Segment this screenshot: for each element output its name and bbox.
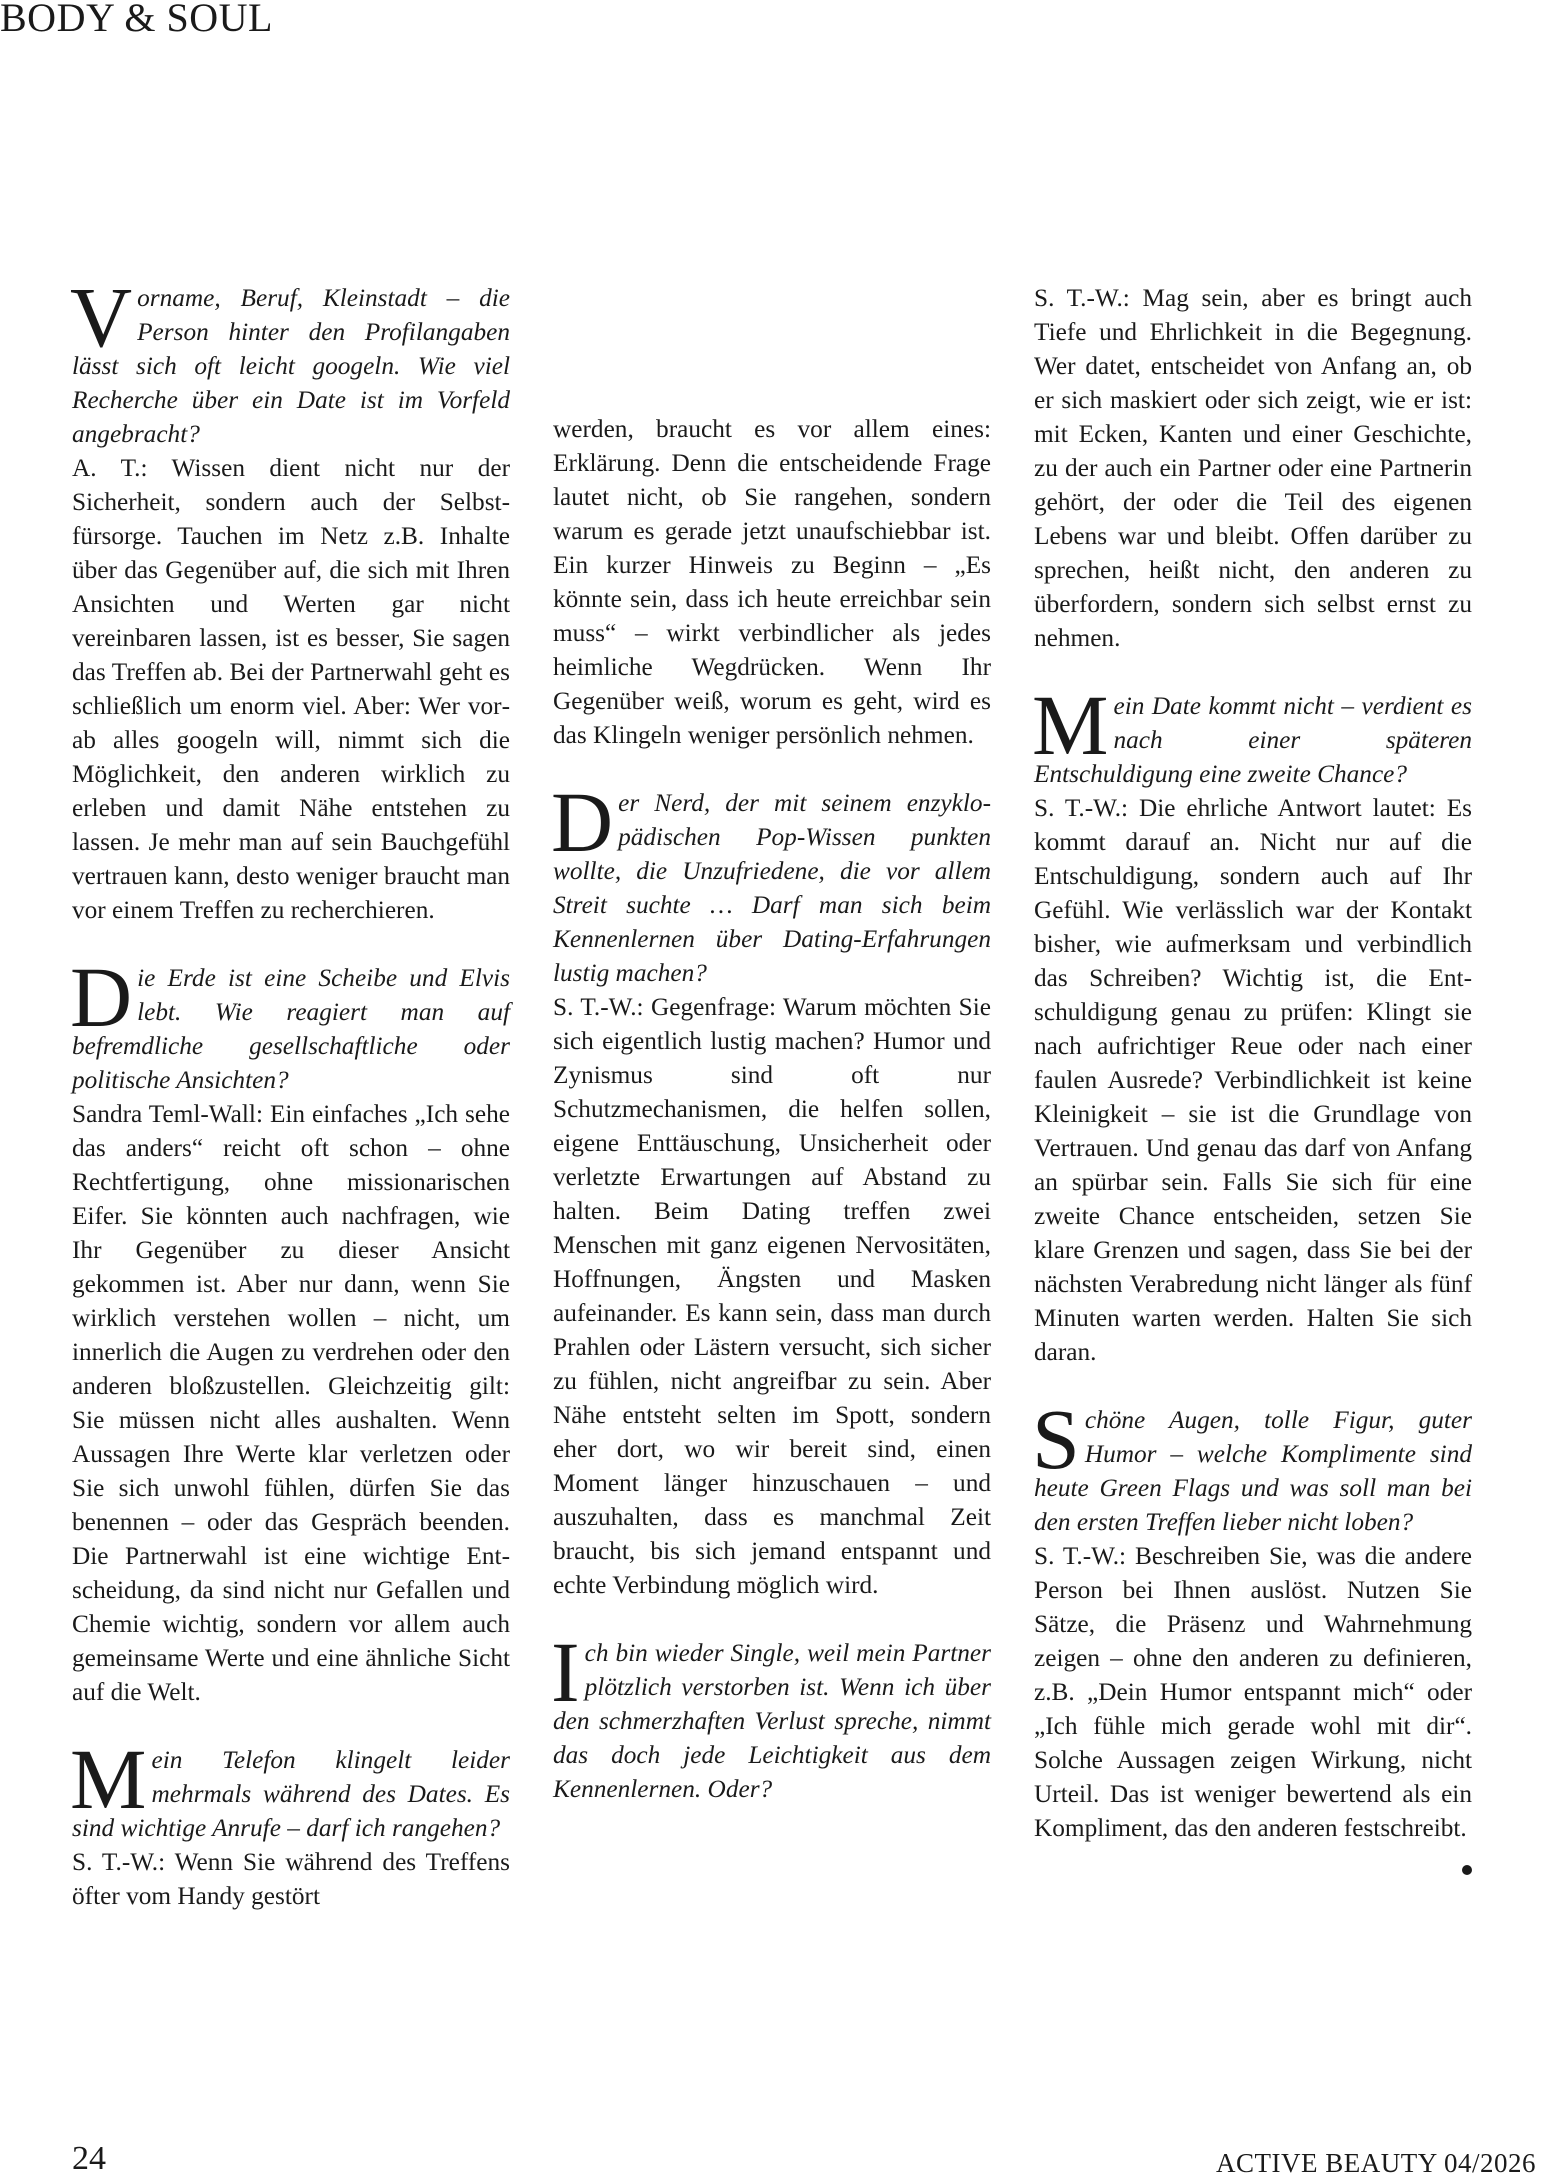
question: Der Nerd, der mit seinem enzyklopädischen Pop-Wissen punkten wollte, die Unzufriedene, die vor allem Streit suchte … Darf man sich beim Kennenlernen über Dating-Erfahrungen lustig machen?: [551, 774, 991, 987]
question: Die Erde ist eine Scheibe und Elvis lebt. Wie reagiert man auf befremdliche gesellschaftliche oder politische Ansichten?: [70, 949, 510, 1094]
section-title: BODY & SOUL: [0, 0, 273, 40]
question: Mein Date kommt nicht – verdient es nach einer späteren Entschuldigung eine zweite Chance?: [1032, 677, 1472, 788]
question: Vorname, Beruf, Kleinstadt – die Person hinter den Profilangaben lässt sich oft leicht googeln. Wie viel Recherche über ein Date ist im Vorfeld angebracht?: [70, 269, 510, 448]
article-column-1: [70, 269, 510, 1913]
answer: S. T.-W.: Die ehrliche Antwort lautet: Es kommt darauf an. Nicht nur auf die Entschuldigung, sondern auch auf Ihr Gefühl. Wie verlässlich war der Kontakt bisher, wie aufmerksam und verbindlich das Schreiben? Wichtig ist, die Entschuldigung genau zu prüfen: Klingt sie nach aufrichtiger Reue oder nach einer faulen Ausrede? Verbindlichkeit ist keine Kleinigkeit – sie ist die Grundlage von Vertrauen. Und genau das darf von Anfang an spürbar sein. Falls Sie sich für eine zweite Chance entscheiden, setzen Sie klare Grenzen und sagen, dass Sie bei der nächsten Verabredung nicht länger als fünf Minuten warten werden. Halten Sie sich daran.: [1034, 794, 1472, 1366]
question: Mein Telefon klingelt leider mehrmals während des Dates. Es sind wichtige Anrufe – darf ich rangehen?: [70, 1731, 510, 1842]
answer-text: S. T.-W.: Beschreiben Sie, was die andere Person bei Ihnen auslöst. Nutzen Sie Sätze, die Präsenz und Wahrnehmung zeigen – ohne den anderen zu definieren, z.B. „Dein Humor entspannt mich“ oder „Ich fühle mich gerade wohl mit dir“. Solche Aussagen zeigen Wirkung, nicht Urteil. Das ist weniger bewertend als ein Kompliment, das den anderen festschreibt.: [1034, 1542, 1472, 1842]
end-mark: [1462, 1865, 1472, 1875]
answer: S. T.-W.: Gegenfrage: Warum möchten Sie sich eigentlich lustig machen? Humor und Zynismus sind oft nur Schutzmechanismen, die helfen sollen, eigene Enttäuschung, Unsicherheit oder verletzte Erwartungen auf Abstand zu halten. Beim Dating treffen zwei Menschen mit ganz eigenen Nervositäten, Hoffnungen, Ängsten und Masken aufeinander. Es kann sein, dass man durch Prahlen oder Lästern versucht, sich sicher zu fühlen, nicht angreifbar zu sein. Aber Nähe entsteht selten im Spott, sondern eher dort, wo wir bereit sind, einen Moment länger hinzuschauen – und auszuhalten, dass es manchmal Zeit braucht, bis sich jemand entspannt und echte Verbindung möglich wird.: [553, 993, 991, 1599]
question: Ich bin wieder Single, weil mein Partner plötzlich verstorben ist. Wenn ich über den schmerzhaften Verlust spreche, nimmt das doch jede Leichtigkeit aus dem Kennenlernen. Oder?: [551, 1624, 991, 1803]
answer: Sandra Teml-Wall: Ein einfaches „Ich sehe das anders“ reicht oft schon – ohne Rechtfertigung, ohne missionarischen Eifer. Sie könnten auch nachfragen, wie Ihr Gegenüber zu dieser Ansicht gekommen ist. Aber nur dann, wenn Sie wirklich verstehen wollen – nicht, um innerlich die Augen zu verdrehen oder den anderen bloßzustellen. Gleichzeitig gilt: Sie müssen nicht alles aushalten. Wenn Aussagen Ihre Werte klar verletzen oder Sie sich unwohl fühlen, dürfen Sie das benennen – oder das Gespräch beenden. Die Partnerwahl ist eine wichtige Entscheidung, da sind nicht nur Gefallen und Chemie wichtig, sondern vor allem auch gemeinsame Werte und eine ähnliche Sicht auf die Welt.: [72, 1100, 510, 1706]
answer-final: [1034, 1539, 1472, 1845]
question: Schöne Augen, tolle Figur, guter Humor – welche Komplimente sind heute Green Flags und was soll man bei den ersten Treffen lieber nicht loben?: [1032, 1391, 1472, 1536]
page-number: 24: [72, 2140, 106, 2177]
answer: S. T.-W.: Wenn Sie während des Treffens öfter vom Handy gestört: [72, 1848, 510, 1910]
answer: S. T.-W.: Mag sein, aber es bringt auch Tiefe und Ehrlichkeit in die Begegnung. Wer datet, entscheidet von Anfang an, ob er sich maskiert oder sich zeigt, wie er ist: mit Ecken, Kanten und einer Geschichte, zu der auch ein Partner oder eine Partnerin gehört, der oder die Teil des eigenen Lebens war und bleibt. Offen darüber zu sprechen, heißt nicht, den anderen zu überfordern, sondern sich selbst ernst zu nehmen.: [1034, 284, 1472, 652]
answer-continued: werden, braucht es vor allem eines: Erklärung. Denn die entscheidende Frage lautet nicht, ob Sie rangehen, sondern warum es gerade jetzt unaufschiebbar ist. Ein kurzer Hinweis zu Beginn – „Es könnte sein, dass ich heute erreichbar sein muss“ – wirkt verbindlicher als jedes heimliche Wegdrücken. Wenn Ihr Gegenüber weiß, worum es geht, wird es das Klingeln weniger persönlich nehmen.: [553, 415, 991, 749]
magazine-issue: ACTIVE BEAUTY 04/2026: [1216, 2148, 1536, 2178]
answer: A. T.: Wissen dient nicht nur der Sicherheit, sondern auch der Selbstfürsorge. Tauchen im Netz z.B. Inhalte über das Gegenüber auf, die sich mit Ihren Ansichten und Werten gar nicht vereinbaren lassen, ist es besser, Sie sagen das Treffen ab. Bei der Partnerwahl geht es schließlich um enorm viel. Aber: Wer vorab alles googeln will, nimmt sich die Möglichkeit, den anderen wirklich zu erleben und damit Nähe entstehen zu lassen. Je mehr man auf sein Bauchgefühl vertrauen kann, desto weniger braucht man vor einem Treffen zu recherchieren.: [72, 454, 510, 924]
article-column-2: [553, 412, 991, 1806]
article-column-3: [1034, 281, 1472, 1875]
